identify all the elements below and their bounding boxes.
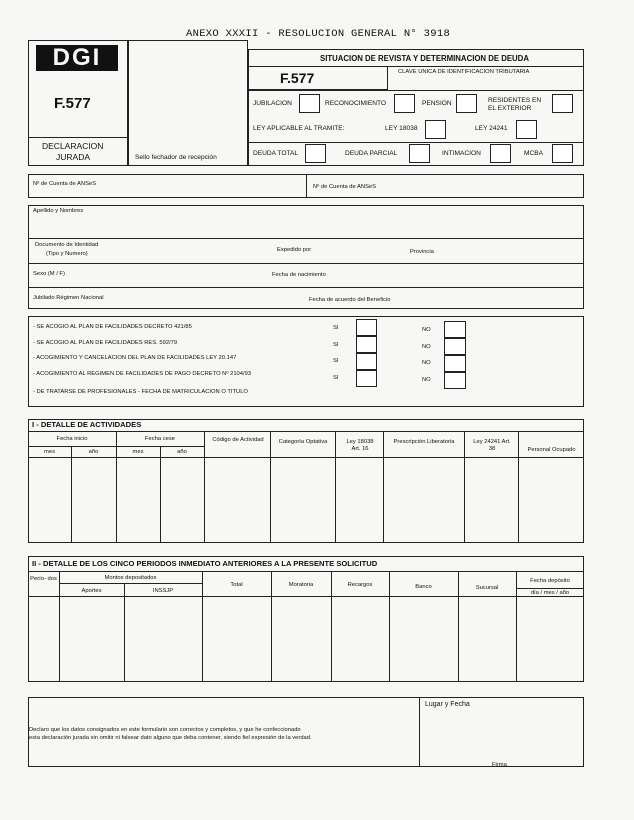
col-end-month: mes: [132, 449, 144, 455]
divider: [28, 571, 584, 572]
form-number-right: F.577: [280, 70, 315, 86]
label-pension: PENSION: [422, 100, 452, 107]
col-total: Total: [230, 582, 243, 588]
label-intimacion: INTIMACION: [442, 150, 481, 157]
plan-row-1: - SE ACOGIO AL PLAN DE FACILIDADES DECRETO 421/85: [33, 324, 192, 330]
col-surcharges: Recargos: [347, 582, 373, 588]
form-number-box: [248, 66, 388, 90]
divider: [270, 431, 271, 543]
regime-label: Jubilado Régimen Nacional: [33, 295, 104, 301]
divider: [71, 446, 72, 543]
col-date-format: día / mes / año: [530, 590, 570, 596]
col-prescription: Prescripción Liberatoria: [393, 439, 455, 445]
law-24241-checkbox[interactable]: [516, 120, 537, 139]
dgi-logo: [36, 45, 118, 71]
anses-label-2: Nº de Cuenta de ANSeS: [313, 184, 377, 190]
divider: [124, 583, 125, 682]
mcba-checkbox[interactable]: [552, 144, 573, 163]
law-18038-label: LEY 18038: [385, 125, 418, 132]
divider: [306, 174, 307, 198]
label-reconocimiento: RECONOCIMIENTO: [325, 100, 387, 107]
stamp-box: [128, 40, 248, 166]
signature-label: Firma: [492, 762, 507, 768]
label-deuda-parcial: DEUDA PARCIAL: [345, 150, 398, 157]
plan-row-4: - ACOGIMIENTO AL REGIMEN DE FACILIDADES DE PAGO DECRETO Nº 2104/93: [33, 371, 252, 377]
name-label: Apellido y Nombres: [33, 208, 84, 214]
col-category: Categoría Optativa: [278, 439, 328, 445]
law-18038-checkbox[interactable]: [425, 120, 446, 139]
label-residentes: RESIDENTES EN: [488, 97, 542, 104]
yes-checkbox-3[interactable]: [356, 353, 377, 370]
intimacion-checkbox[interactable]: [490, 144, 511, 163]
divider: [419, 697, 420, 767]
benefit-date-label: Fecha de acuerdo del Beneficio: [309, 297, 391, 303]
personal-box: [28, 205, 584, 309]
divider: [28, 457, 584, 458]
deuda-parcial-checkbox[interactable]: [409, 144, 430, 163]
col-moratorium: Moratoria: [288, 582, 314, 588]
residentes-checkbox[interactable]: [552, 94, 573, 113]
col-start-year: año: [88, 449, 99, 455]
col-end-date: Fecha cese: [145, 436, 175, 442]
col-law-18038: Ley 18038 Art. 16: [346, 439, 374, 452]
law-label: LEY APLICABLE AL TRAMITE:: [253, 125, 345, 132]
col-branch: Sucursal: [475, 585, 499, 591]
cuit-label: CLAVE UNICA DE IDENTIFICACION TRIBUTARIA: [398, 69, 530, 75]
no-label-1: NO: [422, 327, 431, 333]
divider: [335, 431, 336, 543]
col-deposited: Montos depositados: [104, 575, 157, 581]
plan-row-5: - DE TRATARSE DE PROFESIONALES - FECHA DE MATRICULACION O TITULO: [33, 389, 248, 395]
divider: [59, 583, 202, 584]
no-label-3: NO: [422, 360, 431, 366]
yes-checkbox-4[interactable]: [356, 370, 377, 387]
declaration-line-2: esta declaración jurada sin omitir ni falsear dato alguno que deba contener, siendo fiel expresión de la verdad.: [29, 735, 312, 741]
label-exterior: EL EXTERIOR: [488, 105, 532, 112]
birth-date-label: Fecha de nacimiento: [272, 272, 326, 278]
yes-label-3: SI: [333, 358, 339, 364]
id-doc-label-1: Documento de Identidad: [35, 242, 99, 248]
pension-checkbox[interactable]: [456, 94, 477, 113]
deuda-total-checkbox[interactable]: [305, 144, 326, 163]
no-label-4: NO: [422, 377, 431, 383]
form-number-left: F.577: [54, 95, 91, 112]
id-doc-label-2: (Tipo y Numero): [46, 251, 88, 257]
col-staff: Personal Ocupado: [527, 447, 576, 453]
divider: [464, 431, 465, 543]
reconocimiento-checkbox[interactable]: [394, 94, 415, 113]
col-activity-code: Código de Actividad: [212, 437, 264, 443]
jubilacion-checkbox[interactable]: [299, 94, 320, 113]
place-date-label: Lugar y Fecha: [425, 701, 470, 708]
label-jubilacion: JUBILACION: [253, 100, 292, 107]
dgi-logo-text: DGI: [52, 44, 102, 71]
periods-title: II - DETALLE DE LOS CINCO PERIODOS INMEDIATO ANTERIORES A LA PRESENTE SOLICITUD: [32, 559, 378, 568]
plan-row-2: - SE ACOGIO AL PLAN DE FACILIDADES RES. 592/79: [33, 340, 178, 346]
declaration-label-1: DECLARACION: [42, 141, 104, 151]
divider: [28, 596, 584, 597]
divider: [116, 431, 117, 543]
divider: [28, 238, 584, 239]
divider: [28, 137, 128, 138]
divider: [28, 287, 584, 288]
divider: [516, 588, 584, 589]
divider: [28, 263, 584, 264]
activities-title: I - DETALLE DE ACTIVIDADES: [32, 420, 142, 429]
divider: [28, 431, 584, 432]
col-deposit-date: Fecha depósito: [530, 578, 570, 584]
col-start-date: Fecha inicio: [56, 436, 88, 442]
stamp-label: Sello fechador de recepción: [135, 154, 217, 161]
divider: [248, 90, 584, 91]
yes-label-4: SI: [333, 375, 339, 381]
divider: [204, 431, 205, 543]
declaration-label-2: JURADA: [56, 152, 91, 162]
divider: [248, 142, 584, 143]
col-contributions: Aportes: [81, 588, 102, 594]
label-mcba: MCBA: [524, 150, 544, 157]
divider: [160, 446, 161, 543]
label-deuda-total: DEUDA TOTAL: [253, 150, 299, 157]
divider: [516, 571, 517, 682]
no-checkbox-2[interactable]: [444, 338, 466, 355]
yes-checkbox-2[interactable]: [356, 336, 377, 353]
yes-checkbox-1[interactable]: [356, 319, 377, 336]
col-start-month: mes: [44, 449, 55, 455]
anses-label-1: Nº de Cuenta de ANSeS: [33, 181, 97, 187]
col-bank: Banco: [415, 584, 432, 590]
col-inssjp: INSSJP: [152, 588, 174, 594]
issued-by-label: Expedido por: [277, 247, 312, 253]
province-label: Provincia: [410, 249, 434, 255]
declaration-line-1: Declaro que los datos consignados en este formulario son correctos y completos, y que he confeccionado: [29, 727, 301, 733]
no-label-2: NO: [422, 344, 431, 350]
annex-title: ANEXO XXXII - RESOLUCION GENERAL N° 3918: [186, 28, 451, 40]
col-end-year: año: [177, 449, 187, 455]
yes-label-2: SI: [333, 342, 339, 348]
divider: [383, 431, 384, 543]
sex-label: Sexo (M / F): [33, 271, 65, 277]
yes-label-1: SI: [333, 325, 339, 331]
law-24241-label: LEY 24241: [475, 125, 508, 132]
situation-title: SITUACION DE REVISTA Y DETERMINACION DE DEUDA: [320, 54, 529, 63]
plan-row-3: - ACOGIMIENTO Y CANCELACION DEL PLAN DE FACILIDADES LEY 20.147: [33, 355, 237, 361]
no-checkbox-3[interactable]: [444, 355, 466, 372]
col-periods: Perío- dos: [30, 576, 57, 582]
col-law-24241: Ley 24241 Art. 38: [473, 439, 511, 452]
no-checkbox-4[interactable]: [444, 372, 466, 389]
no-checkbox-1[interactable]: [444, 321, 466, 338]
